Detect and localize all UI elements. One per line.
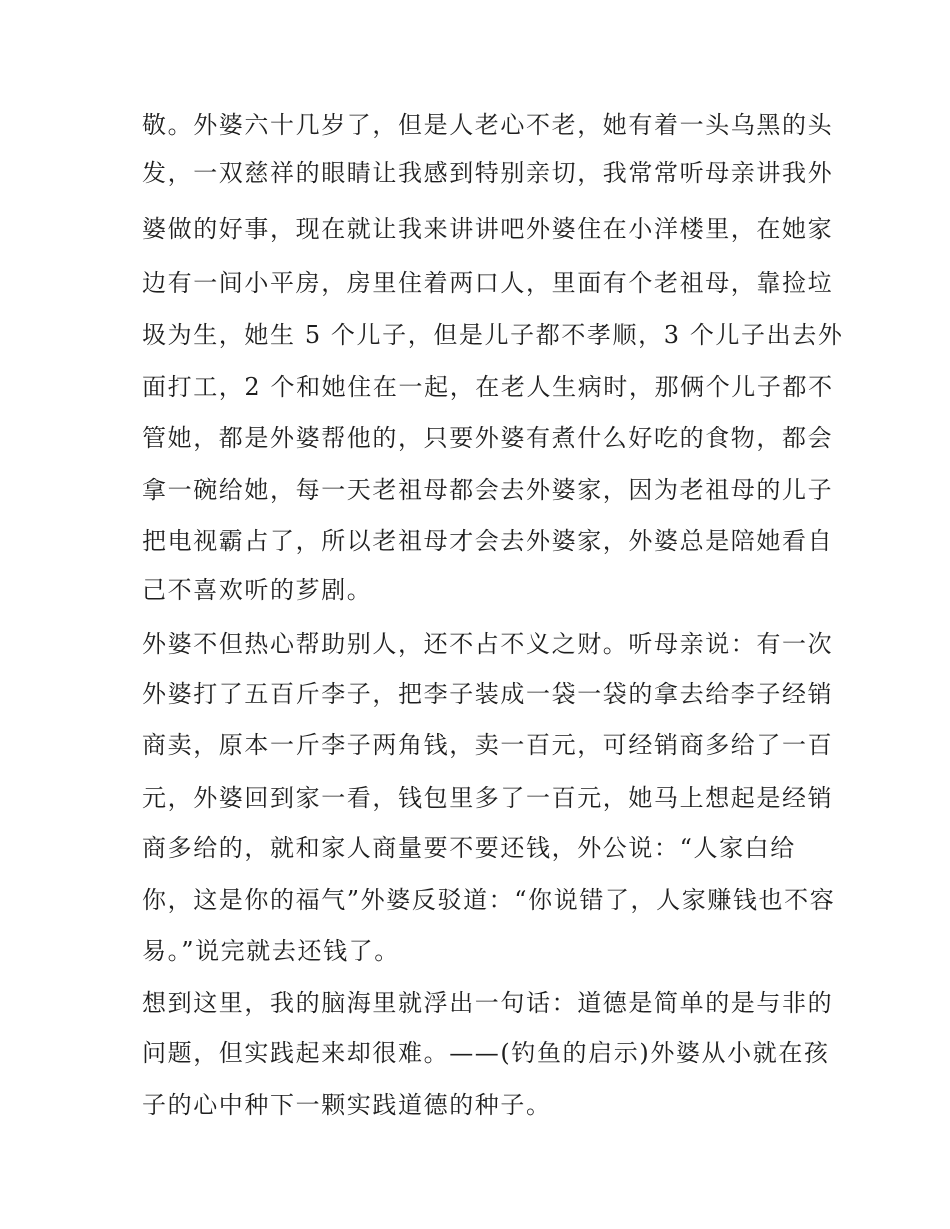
text-line: 子的心中种下一颗实践道德的种子。 bbox=[142, 1091, 552, 1119]
text-line: 易。”说完就去还钱了。 bbox=[142, 937, 400, 965]
text-line: 你，这是你的福气”外婆反驳道：“你说错了，人家赚钱也不容 bbox=[142, 886, 836, 914]
text-line: 拿一碗给她，每一天老祖母都会去外婆家，因为老祖母的儿子 bbox=[142, 476, 834, 504]
text-line: 问题，但实践起来却很难。——(钓鱼的启示)外婆从小就在孩 bbox=[142, 1039, 830, 1067]
text-line: 边有一间小平房，房里住着两口人，里面有个老祖母，靠捡垃 bbox=[142, 269, 834, 297]
text-line: 外婆不但热心帮助别人，还不占不义之财。听母亲说：有一次 bbox=[142, 630, 834, 658]
text-line: 圾为生，她生 5 个儿子，但是儿子都不孝顺，3 个儿子出去外 bbox=[142, 321, 844, 349]
text-line: 管她，都是外婆帮他的，只要外婆有煮什么好吃的食物，都会 bbox=[142, 424, 834, 452]
text-line: 婆做的好事，现在就让我来讲讲吧外婆住在小洋楼里，在她家 bbox=[142, 215, 834, 243]
text-line: 元，外婆回到家一看，钱包里多了一百元，她马上想起是经销 bbox=[142, 784, 834, 812]
text-line: 外婆打了五百斤李子，把李子装成一袋一袋的拿去给李子经销 bbox=[142, 680, 834, 708]
text-line: 把电视霸占了，所以老祖母才会去外婆家，外婆总是陪她看自 bbox=[142, 527, 834, 555]
text-line: 商多给的，就和家人商量要不要还钱，外公说：“人家白给 bbox=[142, 834, 796, 862]
text-line: 面打工，2 个和她住在一起，在老人生病时，那俩个儿子都不 bbox=[142, 373, 834, 401]
text-line: 发，一双慈祥的眼睛让我感到特别亲切，我常常听母亲讲我外 bbox=[142, 159, 834, 187]
text-line: 商卖，原本一斤李子两角钱，卖一百元，可经销商多给了一百 bbox=[142, 731, 834, 759]
text-line: 己不喜欢听的芗剧。 bbox=[142, 576, 373, 604]
text-line: 想到这里，我的脑海里就浮出一句话：道德是简单的是与非的 bbox=[142, 989, 834, 1017]
text-line: 敬。外婆六十几岁了，但是人老心不老，她有着一头乌黑的头 bbox=[142, 111, 834, 139]
